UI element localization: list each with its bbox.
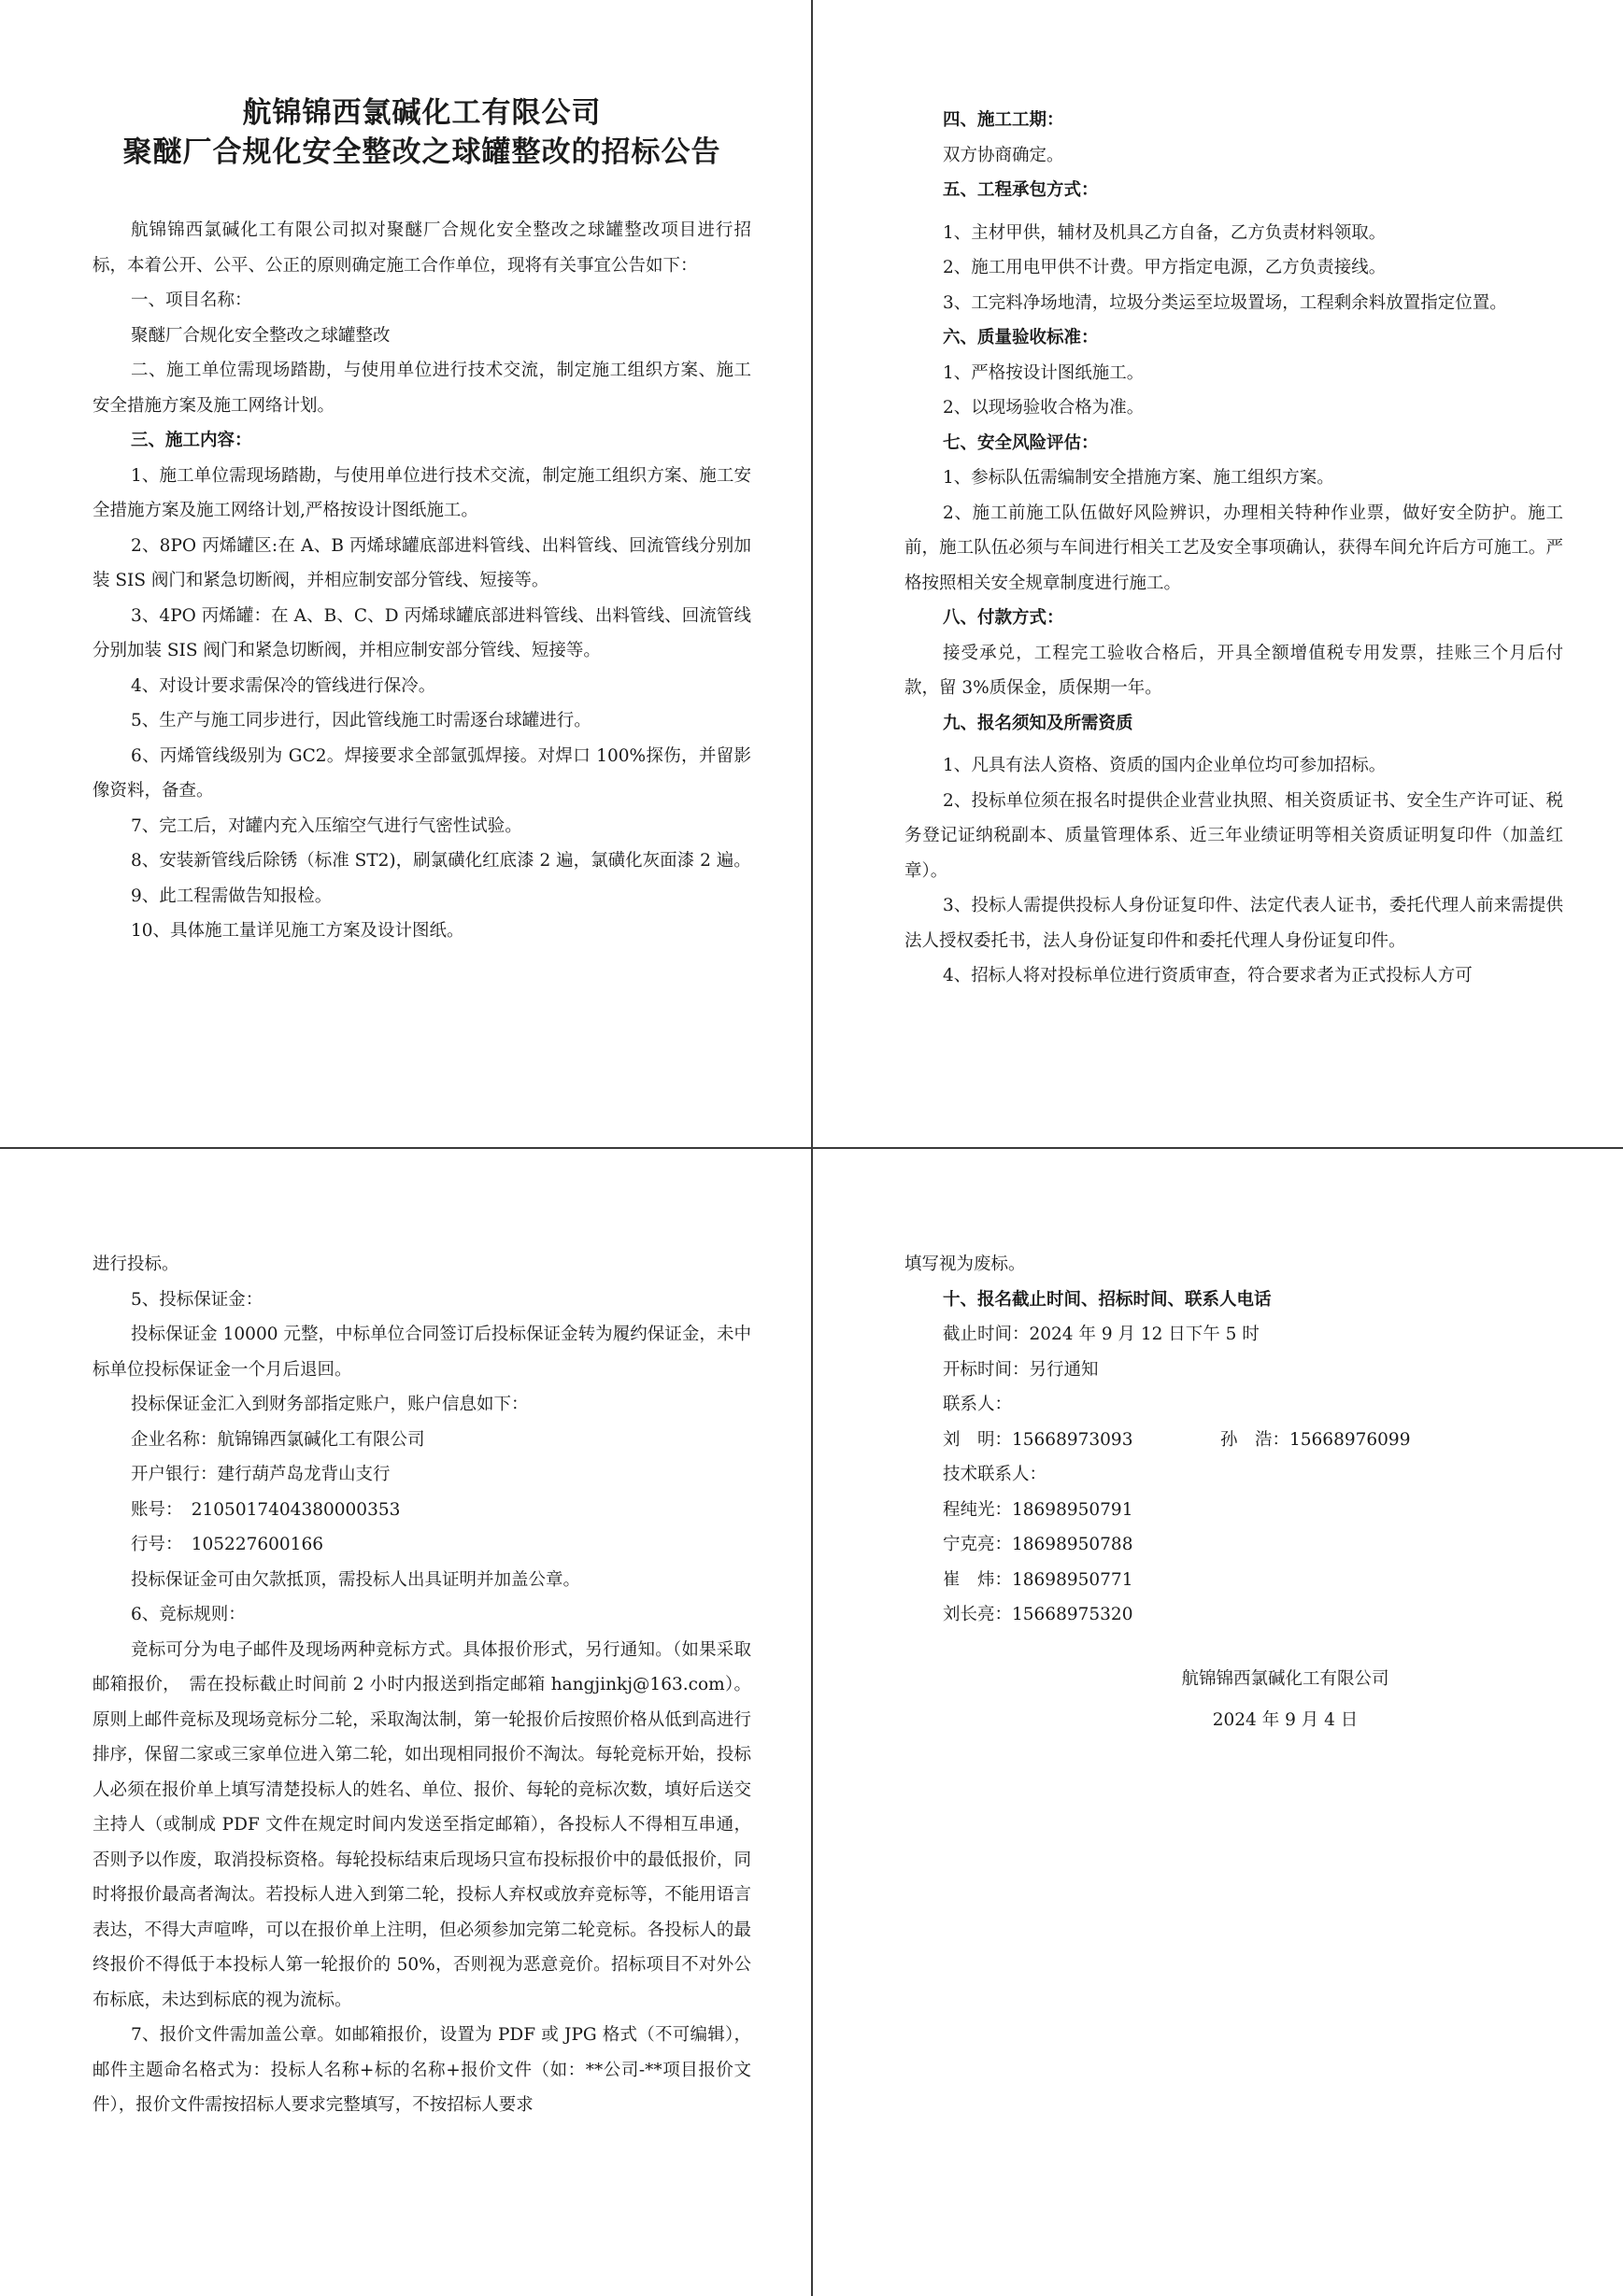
tech-contact: 刘长亮：15668975320 (943, 1605, 1133, 1624)
intro-paragraph: 航锦锦西氯碱化工有限公司拟对聚醚厂合规化安全整改之球罐整改项目进行招标，本着公开、公平、公正的原则确定施工合作单位，现将有关事宜公告如下： (93, 220, 751, 276)
list-item: 8、安装新管线后除锈（标准 ST2)，刷氯磺化红底漆 2 遍，氯磺化灰面漆 2 遍。 (131, 851, 751, 871)
contact-row (904, 1423, 1563, 1458)
section-10-heading: 十、报名截止时间、招标时间、联系人电话 (943, 1289, 1272, 1310)
list-item: 3、4PO 丙烯罐：在 A、B、C、D 丙烯球罐底部进料管线、出料管线、回流管线分别加装 SIS 阀门和紧急切断阀，并相应制安部分管线、短接等。 (93, 605, 751, 660)
section-4-heading: 四、施工工期： (943, 110, 1064, 130)
deposit-note: 投标保证金可由欠款抵顶，需投标人出具证明并加盖公章。 (131, 1569, 581, 1590)
company-title: 航锦锦西氯碱化工有限公司 (242, 96, 602, 130)
tech-contact: 程纯光：18698950791 (943, 1499, 1133, 1520)
tech-contact-label: 技术联系人： (943, 1465, 1047, 1484)
tech-contact: 崔 炜：18698950771 (943, 1569, 1133, 1590)
page-1 (93, 93, 751, 1130)
list-item: 2、投标单位须在报名时提供企业营业执照、相关资质证书、安全生产许可证、税务登记证纳税副本、质量管理体系、近三年业绩证明等相关资质证明复印件（加盖红章）。 (904, 790, 1563, 881)
signature-company: 航锦锦西氯碱化工有限公司 (1181, 1668, 1389, 1689)
list-item: 2、施工前施工队伍做好风险辨识，办理相关特种作业票，做好安全防护。施工前，施工队伍必须与车间进行相关工艺及安全事项确认，获得车间允许后方可施工。严格按照相关安全规章制度进行施工。 (904, 503, 1563, 593)
list-item: 1、凡具有法人资格、资质的国内企业单位均可参加招标。 (943, 756, 1387, 775)
section-1-text: 聚醚厂合规化安全整改之球罐整改 (131, 325, 391, 346)
section-4-text: 双方协商确定。 (943, 145, 1064, 165)
list-item: 3、工完料净场地清，垃圾分类运至垃圾置场，工程剩余料放置指定位置。 (943, 292, 1507, 313)
contact-1: 刘 明：15668973093 (943, 1429, 1133, 1450)
account-number: 账号： 2105017404380000353 (131, 1499, 401, 1520)
signature-date: 2024 年 9 月 4 日 (1212, 1709, 1359, 1730)
list-item: 2、以现场验收合格为准。 (943, 398, 1145, 418)
section-8-heading: 八、付款方式： (943, 608, 1064, 628)
list-item: 1、主材甲供，辅材及机具乙方自备，乙方负责材料领取。 (943, 222, 1387, 243)
tech-contact: 宁克亮：18698950788 (943, 1535, 1133, 1554)
list-item: 2、8PO 丙烯罐区:在 A、B 丙烯球罐底部进料管线、出料管线、回流管线分别加装 SIS 阀门和紧急切断阀，并相应制安部分管线、短接等。 (93, 535, 751, 590)
list-item: 10、具体施工量详见施工方案及设计图纸。 (131, 921, 464, 941)
bidding-rules-text: 竞标可分为电子邮件及现场两种竞标方式。具体报价形式，另行通知。（如果采取邮箱报价， 需在投标截止时间前 2 小时内报送到指定邮箱 hangjinkj@163.com）。原则上邮件竞标及现场竞标分二轮，采取淘汰制，第一轮报价后按照价格从低到高进行排序，保留二家或三家单位进入第二轮，如出现相同报价不淘汰。每轮竞标开始，投标人必须在报价单上填写清楚投标人的姓名、单位、报价、每轮的竞标次数，填好后送交主持人（或制成 PDF 文件在规定时间内发送至指定邮箱），各投标人不得相互串通，否则予以作废，取消投标资格。每轮投标结束后现场只宣布投标报价中的最低报价，同时将报价最高者淘汰。若投标人进入到第二轮，投标人弃权或放弃竞标等，不能用语言表达，不得大声喧哗，可以在报价单上注明，但必须参加完第二轮竞标。各投标人的最终报价不得低于本投标人第一轮报价的 50%，否则视为恶意竞价。招标项目不对外公布标底，未达到标底的视为流标。 (93, 1639, 751, 2010)
list-item: 5、生产与施工同步进行，因此管线施工时需逐台球罐进行。 (131, 711, 591, 730)
deposit-heading: 5、投标保证金： (131, 1289, 263, 1310)
section-6-heading: 六、质量验收标准： (943, 328, 1099, 347)
list-item: 6、丙烯管线级别为 GC2。焊接要求全部氩弧焊接。对焊口 100%探伤，并留影像资料，备查。 (93, 745, 751, 801)
section-8-text: 接受承兑，工程完工验收合格后，开具全额增值税专用发票，挂账三个月后付款，留 3%质保金，质保期一年。 (904, 643, 1563, 698)
contact-label: 联系人： (943, 1395, 1013, 1414)
section-1-heading: 一、项目名称： (131, 291, 252, 310)
bank-code: 行号： 105227600166 (131, 1535, 323, 1554)
section-9-heading: 九、报名须知及所需资质 (943, 713, 1133, 733)
account-bank: 开户银行：建行葫芦岛龙背山支行 (131, 1465, 391, 1484)
section-3-heading: 三、施工内容： (131, 431, 252, 450)
opening-time: 开标时间：另行通知 (943, 1359, 1099, 1380)
page-2 (904, 103, 1563, 1130)
section-2-text: 二、施工单位需现场踏勘，与使用单位进行技术交流，制定施工组织方案、施工安全措施方案及施工网络计划。 (93, 361, 751, 416)
continuation-text: 进行投标。 (93, 1254, 179, 1274)
document-title: 聚醚厂合规化安全整改之球罐整改的招标公告 (122, 135, 721, 169)
list-item: 1、参标队伍需编制安全措施方案、施工组织方案。 (943, 468, 1334, 488)
contact-2: 孙 浩：15668976099 (1220, 1429, 1411, 1450)
list-item: 1、严格按设计图纸施工。 (943, 362, 1145, 383)
deposit-account-intro: 投标保证金汇入到财务部指定账户，账户信息如下： (131, 1395, 529, 1414)
section-7-heading: 七、安全风险评估： (943, 432, 1099, 453)
list-item: 4、对设计要求需保冷的管线进行保冷。 (131, 675, 436, 696)
list-item: 3、投标人需提供投标人身份证复印件、法定代表人证书，委托代理人前来需提供法人授权委托书，法人身份证复印件和委托代理人身份证复印件。 (904, 896, 1563, 951)
account-name: 企业名称：航锦锦西氯碱化工有限公司 (131, 1429, 425, 1450)
page-3 (93, 1247, 751, 2275)
list-item: 2、施工用电甲供不计费。甲方指定电源，乙方负责接线。 (943, 258, 1387, 277)
deadline: 截止时间：2024 年 9 月 12 日下午 5 时 (943, 1325, 1260, 1344)
list-item: 9、此工程需做告知报检。 (131, 886, 333, 906)
deposit-text: 投标保证金 10000 元整，中标单位合同签订后投标保证金转为履约保证金，未中标单位投标保证金一个月后退回。 (93, 1325, 751, 1380)
list-item: 4、招标人将对投标单位进行资质审查，符合要求者为正式投标人方可 (943, 966, 1473, 985)
section-5-heading: 五、工程承包方式： (943, 180, 1099, 200)
continuation-text: 填写视为废标。 (904, 1254, 1026, 1274)
page-divider-horizontal (0, 1147, 1623, 1149)
page-4 (904, 1247, 1563, 2275)
quote-file-text: 7、报价文件需加盖公章。如邮箱报价，设置为 PDF 或 JPG 格式（不可编辑），邮件主题命名格式为：投标人名称+标的名称+报价文件（如：**公司-**项目报价文件），报价文件需按招标人要求完整填写，不按招标人要求 (93, 2025, 751, 2115)
list-item: 1、施工单位需现场踏勘，与使用单位进行技术交流，制定施工组织方案、施工安全措施方案及施工网络计划,严格按设计图纸施工。 (93, 465, 751, 520)
list-item: 7、完工后，对罐内充入压缩空气进行气密性试验。 (131, 815, 522, 836)
bidding-rules-heading: 6、竞标规则： (131, 1605, 246, 1624)
